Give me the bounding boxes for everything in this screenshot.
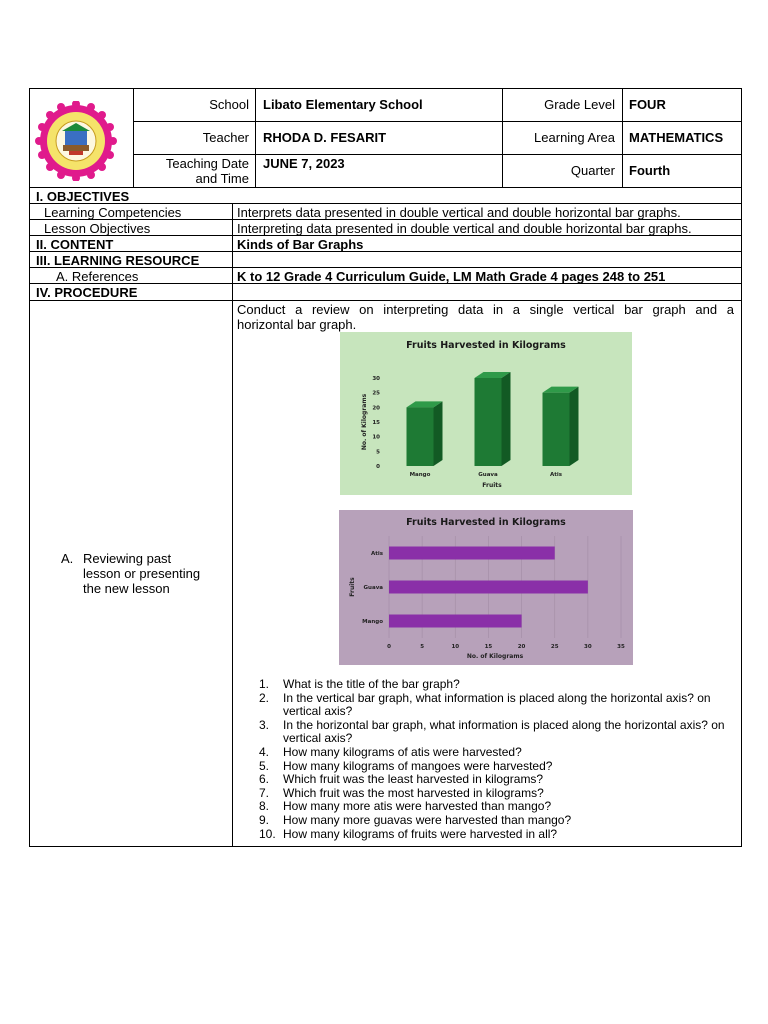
school-logo bbox=[33, 101, 119, 181]
x-tick-label: 10 bbox=[451, 644, 460, 650]
question-number: 1. bbox=[259, 677, 270, 691]
x-tick-label: Guava bbox=[478, 472, 498, 478]
step-letter: A. bbox=[61, 551, 74, 566]
question-text: In the vertical bar graph, what information is placed along the horizontal axis? on vertical axis? bbox=[283, 690, 711, 719]
step-line-2: lesson or presenting bbox=[83, 566, 201, 581]
y-tick-label: Mango bbox=[362, 619, 383, 625]
question-number: 6. bbox=[259, 772, 270, 787]
x-tick-label: 0 bbox=[387, 644, 391, 650]
learning-resource-heading: III. LEARNING RESOURCE bbox=[36, 253, 200, 268]
question-number: 3. bbox=[259, 717, 270, 732]
question-item bbox=[237, 760, 737, 774]
y-axis-label: Fruits bbox=[349, 577, 356, 597]
school-label: School bbox=[209, 97, 249, 112]
question-number: 7. bbox=[259, 785, 270, 800]
horizontal-bar-chart bbox=[339, 510, 633, 665]
x-axis-label: No. of Kilograms bbox=[466, 653, 524, 660]
y-tick-label: 30 bbox=[372, 376, 380, 382]
question-number: 2. bbox=[259, 690, 270, 705]
question-text: How many kilograms of fruits were harvested in all? bbox=[283, 826, 558, 841]
x-tick-label: Mango bbox=[409, 472, 431, 478]
question-number: 10. bbox=[259, 826, 276, 841]
y-tick-label: Guava bbox=[363, 585, 383, 591]
teacher-label: Teacher bbox=[202, 130, 249, 145]
question-text: How many kilograms of mangoes were harvested? bbox=[283, 758, 553, 773]
y-tick-label: 20 bbox=[372, 405, 380, 412]
x-tick-label: 30 bbox=[584, 644, 592, 650]
grade-label: Grade Level bbox=[544, 97, 615, 112]
question-item bbox=[237, 828, 737, 842]
bar-side bbox=[434, 401, 443, 466]
y-tick-label: 0 bbox=[376, 464, 380, 470]
question-number: 5. bbox=[259, 758, 270, 773]
bar bbox=[389, 547, 555, 560]
question-text: What is the title of the bar graph? bbox=[283, 677, 460, 691]
y-tick-label: 25 bbox=[372, 390, 380, 397]
question-number: 9. bbox=[259, 812, 270, 827]
intro-line-2: horizontal bar graph. bbox=[237, 317, 357, 332]
date-label-line1: Teaching Date bbox=[165, 156, 249, 171]
step-line-3: the new lesson bbox=[83, 581, 170, 596]
quarter-label: Quarter bbox=[570, 163, 615, 178]
question-item bbox=[237, 773, 737, 787]
school-seal-icon bbox=[33, 101, 119, 181]
y-tick-label: 5 bbox=[376, 449, 380, 456]
references-label: A. References bbox=[56, 269, 139, 284]
x-tick-label: 25 bbox=[550, 644, 559, 650]
question-item bbox=[237, 746, 737, 760]
x-tick-label: 35 bbox=[617, 644, 625, 650]
x-tick-label: Atis bbox=[549, 472, 563, 478]
question-text: In the horizontal bar graph, what information is placed along the horizontal axis? on vertical axis? bbox=[283, 717, 725, 746]
content-heading: II. CONTENT bbox=[36, 237, 114, 252]
question-item bbox=[237, 800, 737, 814]
y-tick-label: 10 bbox=[372, 434, 380, 441]
y-tick-label: Atis bbox=[370, 551, 383, 557]
question-item bbox=[237, 814, 737, 828]
step-line-1: Reviewing past bbox=[83, 551, 172, 566]
teacher-value: RHODA D. FESARIT bbox=[263, 130, 387, 145]
quarter-value: Fourth bbox=[629, 163, 671, 178]
grade-value: FOUR bbox=[629, 97, 666, 112]
school-value: Libato Elementary School bbox=[263, 97, 423, 112]
objectives-heading: I. OBJECTIVES bbox=[36, 189, 130, 204]
chart-title: Fruits Harvested in Kilograms bbox=[406, 340, 566, 351]
area-value: MATHEMATICS bbox=[629, 130, 724, 145]
question-item bbox=[237, 719, 737, 746]
procedure-heading: IV. PROCEDURE bbox=[36, 285, 138, 300]
references-value: K to 12 Grade 4 Curriculum Guide, LM Math Grade 4 pages 248 to 251 bbox=[237, 269, 666, 284]
y-axis-label: No. of Kilograms bbox=[361, 393, 368, 451]
intro-line-1: Conduct a review on interpreting data in a single vertical bar graph and a bbox=[237, 302, 734, 317]
question-text: How many kilograms of atis were harvested? bbox=[283, 744, 522, 759]
chart-title: Fruits Harvested in Kilograms bbox=[406, 517, 566, 528]
bar bbox=[407, 407, 434, 466]
x-tick-label: 15 bbox=[484, 644, 493, 650]
vertical-bar-chart bbox=[340, 332, 632, 495]
lesson-objectives-value: Interpreting data presented in double vertical and double horizontal bar graphs. bbox=[237, 221, 692, 236]
competencies-value: Interprets data presented in double vertical and double horizontal bar graphs. bbox=[237, 205, 681, 220]
competencies-label: Learning Competencies bbox=[44, 205, 182, 220]
bar bbox=[389, 581, 588, 594]
question-list bbox=[237, 678, 737, 841]
question-text: How many more atis were harvested than mango? bbox=[283, 799, 552, 814]
question-number: 8. bbox=[259, 799, 270, 814]
x-tick-label: 5 bbox=[420, 644, 425, 650]
date-label-line2: and Time bbox=[195, 171, 249, 186]
x-tick-label: 20 bbox=[517, 644, 526, 650]
bar bbox=[475, 378, 502, 466]
question-item bbox=[237, 787, 737, 801]
question-item bbox=[237, 678, 737, 692]
question-text: Which fruit was the most harvested in kilograms? bbox=[283, 785, 544, 800]
bar bbox=[543, 393, 570, 466]
bar-side bbox=[502, 372, 511, 466]
question-number: 4. bbox=[259, 744, 270, 759]
lesson-objectives-label: Lesson Objectives bbox=[44, 221, 151, 236]
bar bbox=[389, 615, 522, 628]
question-item bbox=[237, 692, 737, 719]
question-text: How many more guavas were harvested than mango? bbox=[283, 812, 572, 827]
bar-side bbox=[570, 387, 579, 466]
content-value: Kinds of Bar Graphs bbox=[237, 237, 364, 252]
question-text: Which fruit was the least harvested in kilograms? bbox=[283, 772, 544, 787]
x-axis-label: Fruits bbox=[482, 482, 502, 489]
area-label: Learning Area bbox=[534, 130, 615, 145]
date-value: JUNE 7, 2023 bbox=[263, 156, 345, 171]
y-tick-label: 15 bbox=[372, 420, 380, 426]
